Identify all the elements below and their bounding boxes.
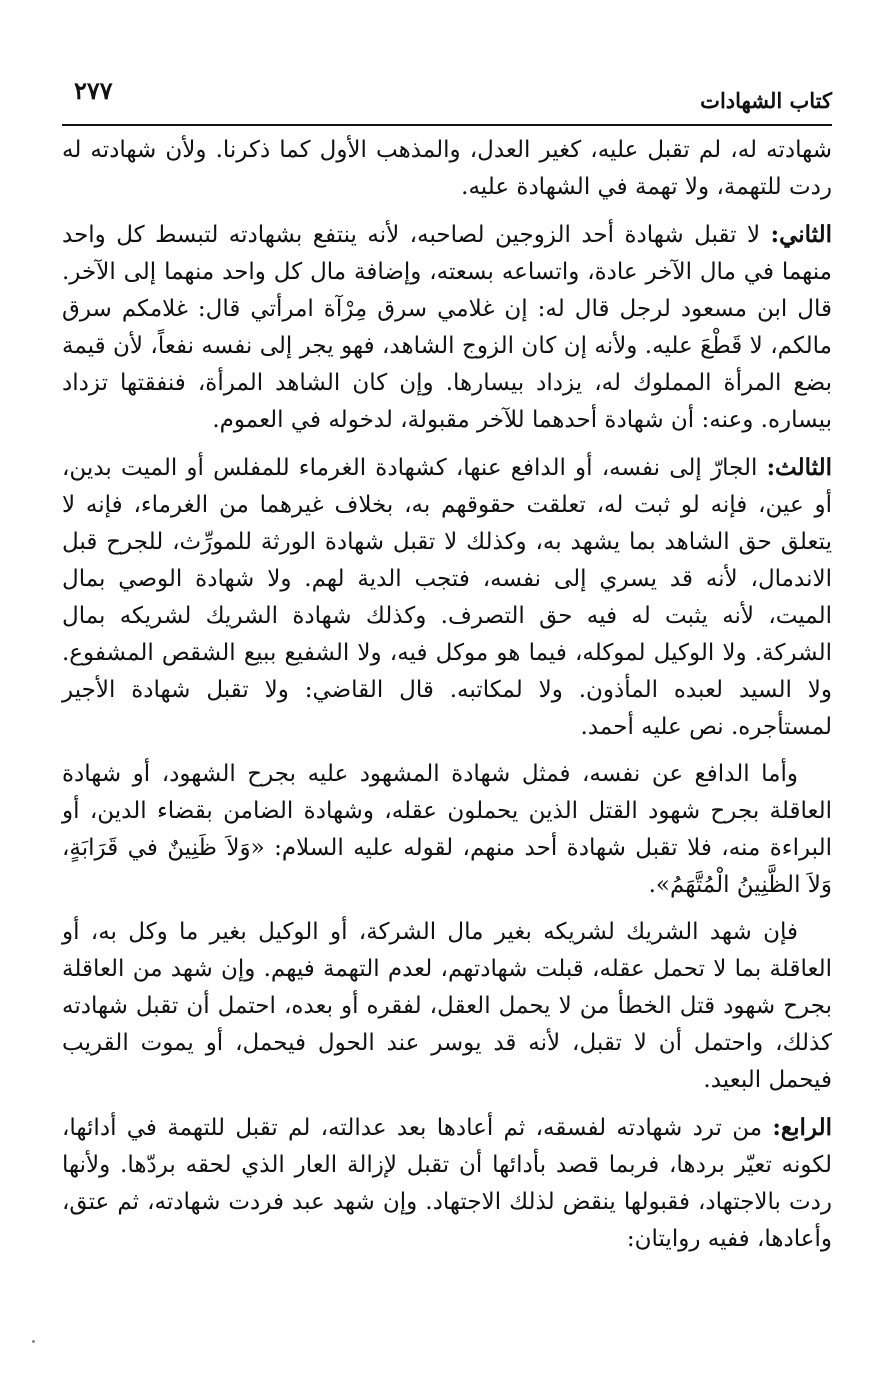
book-title: كتاب الشهادات [700, 88, 832, 113]
paragraph-text: لا تقبل شهادة أحد الزوجين لصاحبه، لأنه ينتفع بشهادته لتبسط كل واحد منهما في مال الآخر عادة، واتساعه بسعته، وإضافة مال كل واحد منهما إلى الآخر. قال ابن مسعود لرجل قال له: إن غلامي سرق مِرْآة امرأتي قال: غلامكم سرق مالكم، لا قَطْعَ عليه. ولأنه إن كان الزوج الشاهد، فهو يجر إلى نفسه نفعاً، لأن قيمة بضع المرأة المملوك له، يزداد بيسارها. وإن كان الشاهد المرأة، فنفقتها تزداد بيساره. وعنه: أن شهادة أحدهما للآخر مقبولة، لدخوله في العموم. [62, 222, 832, 433]
paragraph-defender [62, 756, 832, 904]
paragraph-fourth [62, 1109, 832, 1258]
body-text [62, 132, 832, 1258]
paragraph-text: شهادته له، لم تقبل عليه، كغير العدل، والمذهب الأول كما ذكرنا. ولأن شهادته له ردت للتهمة، ولا تهمة في الشهادة عليه. [62, 137, 832, 200]
paragraph-partner [62, 914, 832, 1099]
running-header [62, 70, 832, 116]
scan-speck [32, 1340, 35, 1343]
paragraph-text: الجارّ إلى نفسه، أو الدافع عنها، كشهادة الغرماء للمفلس أو الميت بدين، أو عين، فإنه لو ثبت له، تعلقت حقوقهم به، بخلاف غيرهما من الغرماء، فإنه لا يتعلق حق الشاهد بما يشهد به، وكذلك لا تقبل شهادة الورثة للمورِّث، للجرح قبل الاندمال، لأنه قد يسري إلى نفسه، فتجب الدية لهم. ولا شهادة الوصي بمال الميت، لأنه يثبت له فيه حق التصرف. وكذلك شهادة الشريك لشريكه بمال الشركة. ولا الوكيل لموكله، فيما هو موكل فيه، ولا الشفيع ببيع الشقص المشفوع. ولا السيد لعبده المأذون. ولا لمكاتبه. قال القاضي: ولا تقبل شهادة الأجير لمستأجره. نص عليه أحمد. [62, 455, 832, 740]
paragraph-text: وأما الدافع عن نفسه، فمثل شهادة المشهود عليه بجرح الشهود، أو شهادة العاقلة بجرح شهود القتل الذين يحملون عقله، وشهادة الضامن بقضاء الدين، أو البراءة منه، فلا تقبل شهادة أحد منهم، لقوله عليه السلام: «وَلاَ ظَنِينٌ في قَرَابَةٍ، وَلاَ الظَّنِينُ الْمُتَّهَمُ». [62, 761, 832, 898]
header-rule [62, 124, 832, 126]
paragraph-third [62, 449, 832, 746]
paragraph-continuation [62, 132, 832, 206]
book-page [62, 70, 832, 1268]
paragraph-heading: الثالث: [766, 454, 832, 481]
page-number: ٢٧٧ [74, 76, 113, 105]
paragraph-heading: الثاني: [770, 221, 832, 248]
paragraph-text: من ترد شهادته لفسقه، ثم أعادها بعد عدالته، لم تقبل للتهمة في أدائها، لكونه تعيّر بردها، فربما قصد بأدائها أن تقبل لإزالة العار الذي لحقه بردّها. ولأنها ردت بالاجتهاد، فقبولها ينقض لذلك الاجتهاد. وإن شهد عبد فردت شهادته، ثم عتق، وأعادها، ففيه روايتان: [62, 1115, 832, 1252]
paragraph-text: فإن شهد الشريك لشريكه بغير مال الشركة، أو الوكيل بغير ما وكل به، أو العاقلة بما لا تحمل عقله، قبلت شهادتهم، لعدم التهمة فيهم. وإن شهد من العاقلة بجرح شهود قتل الخطأ من لا يحمل العقل، لفقره أو بعده، احتمل أن تقبل شهادته كذلك، واحتمل أن لا تقبل، لأنه قد يوسر عند الحول فيحمل، أو يموت القريب فيحمل البعيد. [62, 919, 832, 1093]
paragraph-heading: الرابع: [772, 1114, 832, 1141]
paragraph-second [62, 216, 832, 439]
